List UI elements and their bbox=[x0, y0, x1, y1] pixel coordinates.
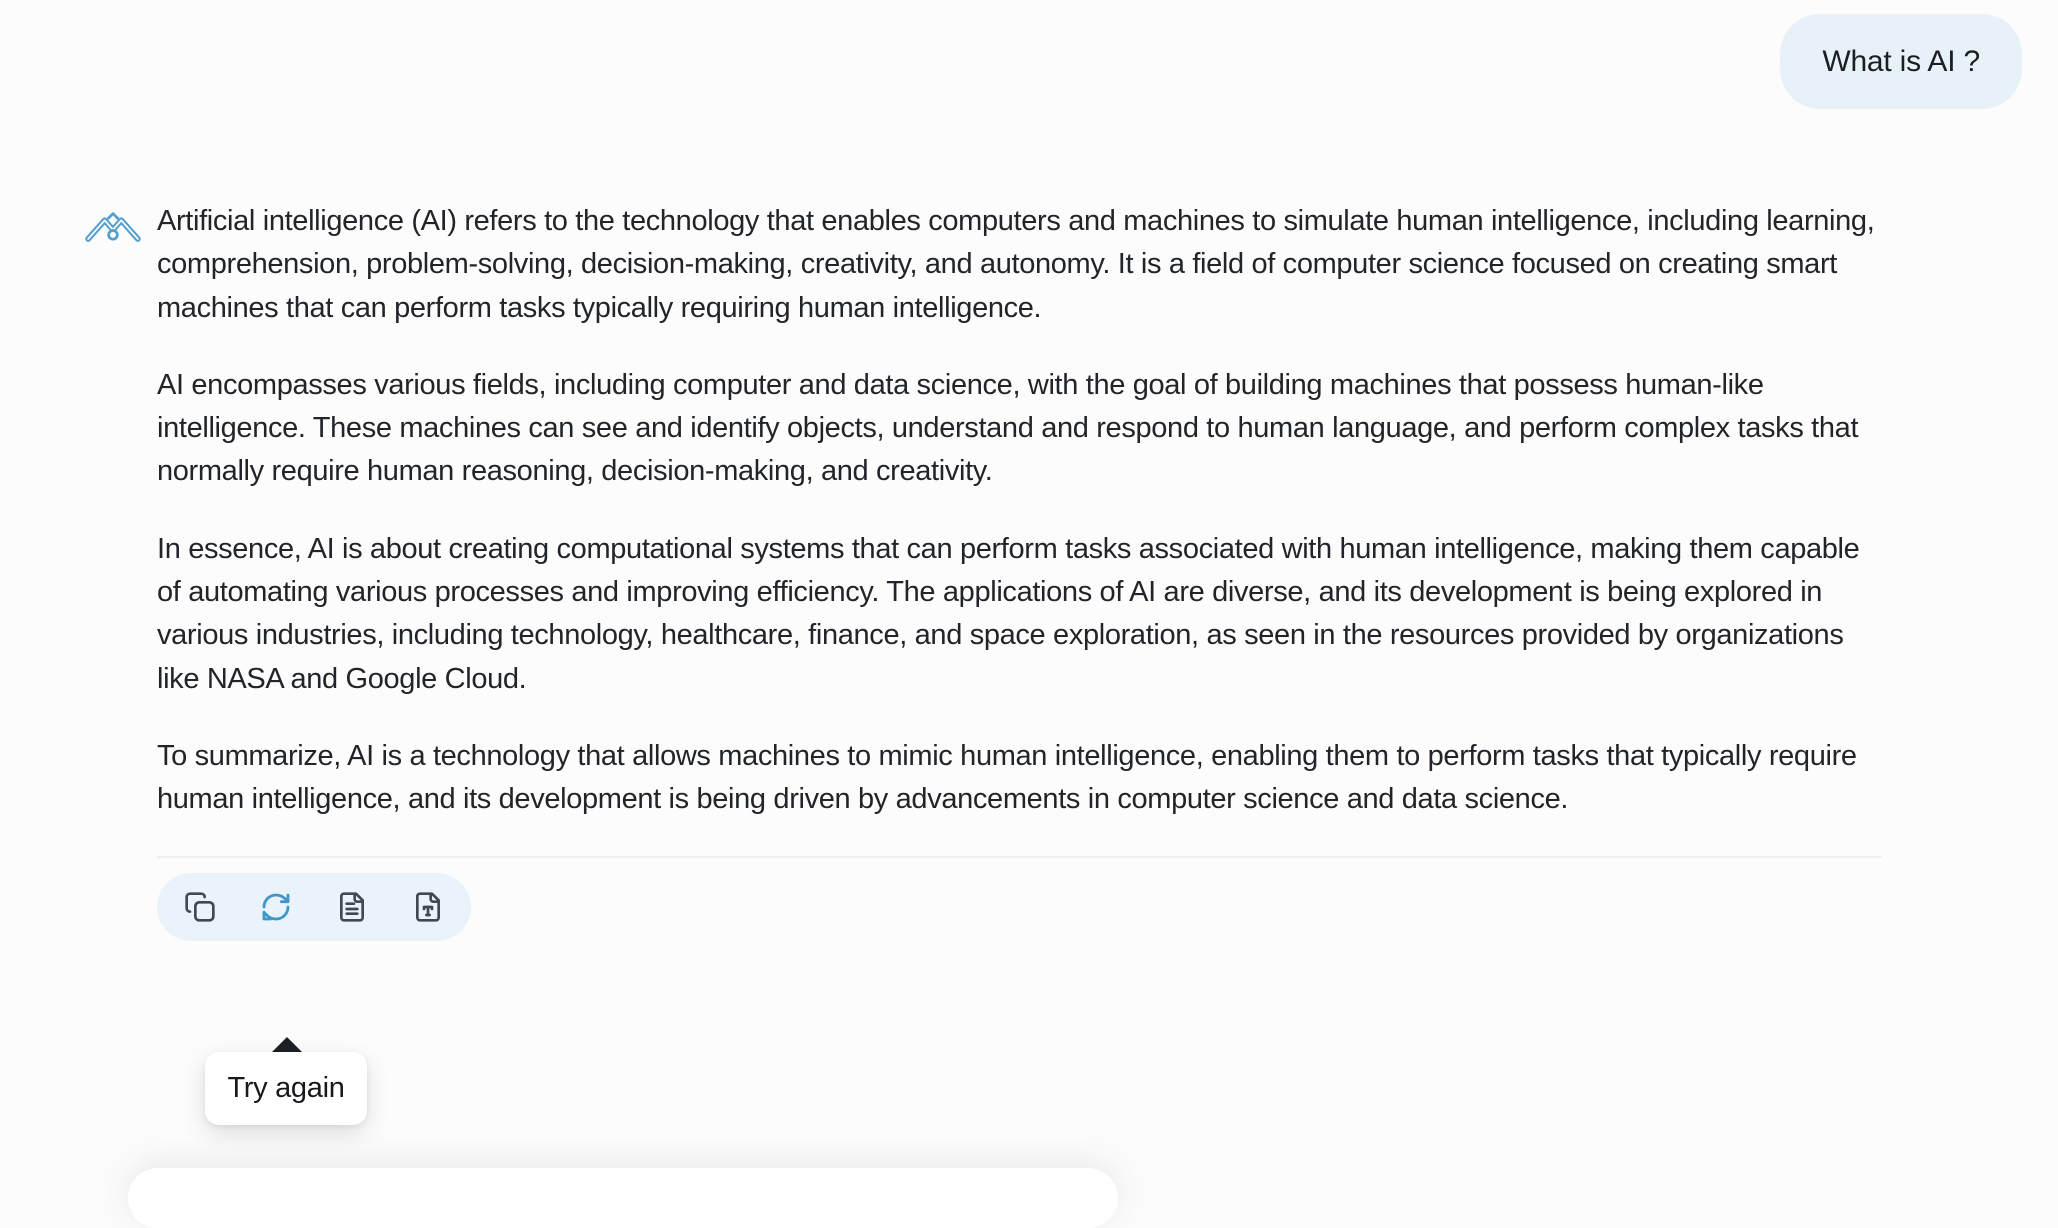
assistant-paragraph: Artificial intelligence (AI) refers to the technology that enables computers and machines to simulate human intelligence, including learning, comprehension, problem-solving, decision-making, creativity, and autonomy. It is a field of computer science focused on creating smart machines that can perform tasks typically requiring human intelligence. bbox=[157, 205, 1875, 324]
copy-button[interactable] bbox=[184, 891, 216, 923]
try-again-button[interactable] bbox=[260, 891, 292, 923]
user-message-bubble: What is AI ? bbox=[1780, 14, 2022, 109]
refresh-icon bbox=[260, 891, 292, 923]
text-file-button[interactable] bbox=[412, 891, 444, 923]
document-icon bbox=[336, 891, 368, 923]
try-again-tooltip: Try again bbox=[205, 1052, 367, 1125]
assistant-logo-bird-icon bbox=[84, 211, 142, 247]
message-toolbar bbox=[157, 873, 471, 941]
composer-top-edge[interactable] bbox=[128, 1168, 1118, 1228]
text-file-icon bbox=[412, 891, 444, 923]
assistant-message bbox=[157, 200, 1882, 941]
assistant-paragraph: In essence, AI is about creating computational systems that can perform tasks associated with human intelligence, making them capable of automating various processes and improving efficiency. The applications of AI are diverse, and its development is being explored in various industries, including technology, healthcare, finance, and space exploration, as seen in the resources provided by organizations like NASA and Google Cloud. bbox=[157, 532, 1860, 695]
message-divider bbox=[157, 856, 1882, 858]
assistant-paragraph: AI encompasses various fields, including computer and data science, with the goal of building machines that possess human-like intelligence. These machines can see and identify objects, understand and respond to human language, and perform complex tasks that normally require human reasoning, decision-making, and creativity. bbox=[157, 368, 1859, 488]
document-button[interactable] bbox=[336, 891, 368, 923]
assistant-paragraph: To summarize, AI is a technology that allows machines to mimic human intelligence, enabling them to perform tasks that typically require human intelligence, and its development is being driven by advancements in computer science and data science. bbox=[157, 739, 1857, 816]
copy-icon bbox=[184, 891, 216, 923]
